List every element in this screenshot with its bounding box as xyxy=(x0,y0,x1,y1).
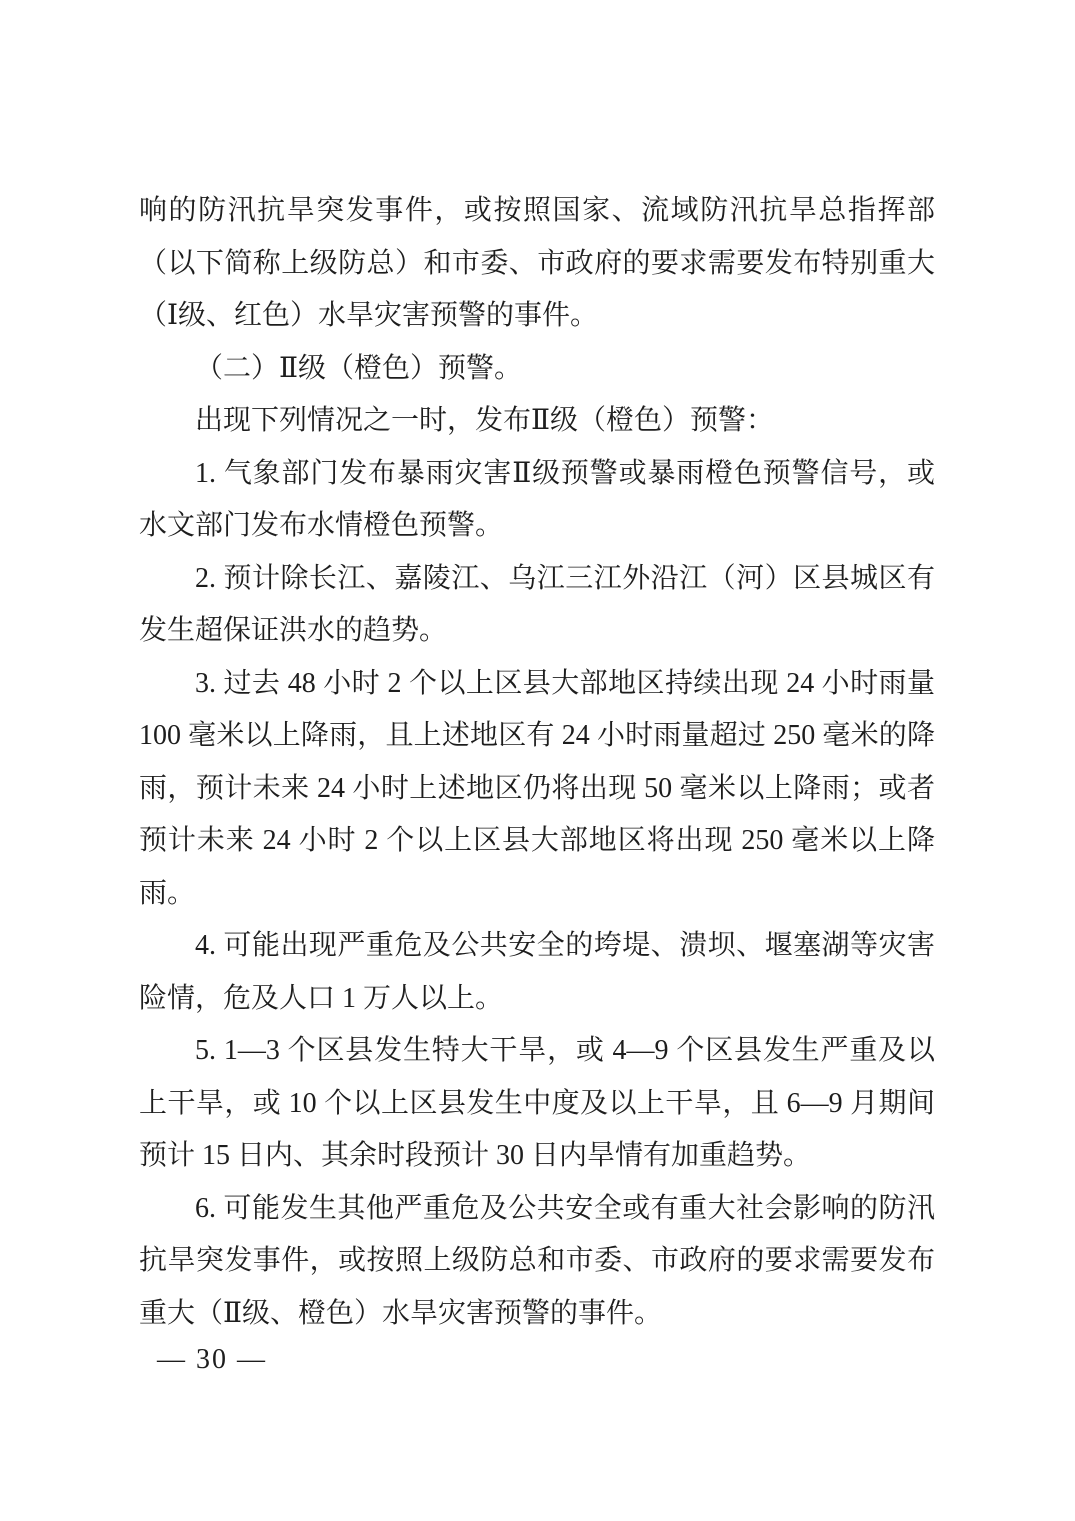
paragraph-list-item-6: 6. 可能发生其他严重危及公共安全或有重大社会影响的防汛抗旱突发事件，或按照上级防总和市委、市政府的要求需要发布重大（Ⅱ级、橙色）水旱灾害预警的事件。 xyxy=(139,1192,935,1329)
document-body xyxy=(139,185,935,1340)
paragraph-continuation: 响的防汛抗旱突发事件，或按照国家、流域防汛抗旱总指挥部（以下简称上级防总）和市委、市政府的要求需要发布特别重大（Ⅰ级、红色）水旱灾害预警的事件。 xyxy=(139,195,935,331)
page-number: — 30 — xyxy=(157,1344,267,1375)
paragraph-section-heading-level2-orange: （二）Ⅱ级（橙色）预警。 xyxy=(195,352,523,384)
paragraph-list-item-1: 1. 气象部门发布暴雨灾害Ⅱ级预警或暴雨橙色预警信号，或水文部门发布水情橙色预警。 xyxy=(139,457,935,541)
paragraph-list-item-3: 3. 过去 48 小时 2 个以上区县大部地区持续出现 24 小时雨量 100 毫米以上降雨，且上述地区有 24 小时雨量超过 250 毫米的降雨，预计未来 24 小时上述地区仍将出现 50 毫米以上降雨；或者预计未来 24 小时 2 个以上区县大部地区将出现 250 毫米以上降雨。 xyxy=(139,667,935,909)
paragraph-list-item-5: 5. 1—3 个区县发生特大干旱，或 4—9 个区县发生严重及以上干旱，或 10 个以上区县发生中度及以上干旱，且 6—9 月期间预计 15 日内、其余时段预计 30 日内旱情有加重趋势。 xyxy=(139,1035,935,1171)
paragraph-list-item-2: 2. 预计除长江、嘉陵江、乌江三江外沿江（河）区县城区有发生超保证洪水的趋势。 xyxy=(139,562,935,646)
paragraph-list-item-4: 4. 可能出现严重危及公共安全的垮堤、溃坝、堰塞湖等灾害险情，危及人口 1 万人以上。 xyxy=(139,930,935,1014)
paragraph-lead-in: 出现下列情况之一时，发布Ⅱ级（橙色）预警： xyxy=(195,405,775,436)
page-footer xyxy=(157,1340,267,1380)
